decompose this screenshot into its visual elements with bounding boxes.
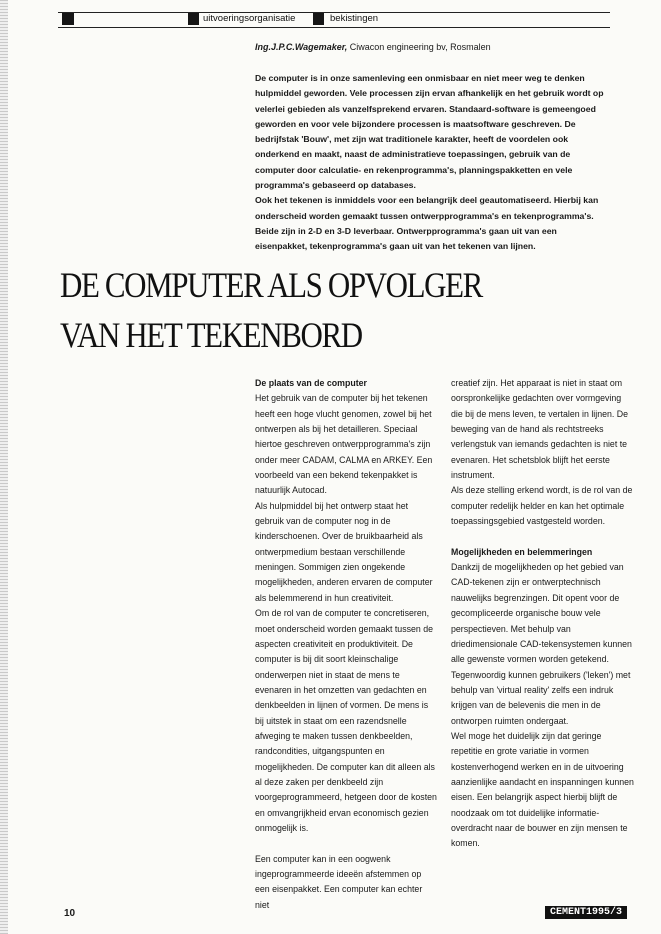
section-tag-uitvoeringsorganisatie: uitvoeringsorganisatie bbox=[203, 13, 296, 24]
page-number: 10 bbox=[64, 908, 76, 919]
author-name: Ing.J.P.C.Wagemaker, bbox=[255, 42, 348, 52]
header-marker-block bbox=[313, 13, 324, 25]
intro-paragraph: Ook het tekenen is inmiddels voor een belangrijk deel geautomatiseerd. Hierbij kan onderscheid worden gemaakt tussen ontwerpprogramma's en tekenprogramma's. Beide zijn in 2-D en 3-D leverbaar. Ontwerpprogramma's gaan uit van een eisenpakket, tekenprogramma's gaan uit van het tekenen van lijnen. bbox=[255, 195, 599, 252]
author-line bbox=[255, 42, 491, 52]
body-paragraph: Het gebruik van de computer bij het tekenen heeft een hoge vlucht genomen, zowel bij het ontwerpen als bij het detailleren. Speciaal hiertoe geschreven ontwerpprogramma's zijn onder meer CADAM, CALMA en ARKEY. Een voorbeeld van een bekend tekenpakket is natuurlijk Autocad. bbox=[255, 393, 433, 496]
body-paragraph: Om de rol van de computer te concretiseren, moet onderscheid worden gemaakt tussen de aspecten creativiteit en produktiviteit. De computer is bij dit soort kleinschalige onderwerpen niet in staat de mens te evenaren in het omzetten van gedachten en denkbeelden in lijnen of vormen. De mens is bij uitstek in staat om een razendsnelle afweging te maken tussen denkbeelden, randcondities, uitgangspunten en mogelijkheden. De computer kan dit alleen als al deze zaken per denkbeeld zijn voorgeprogrammeerd, hetgeen door de kosten en omvangrijkheid ervan economisch gezien onmogelijk is. bbox=[255, 608, 437, 833]
body-paragraph: Dankzij de mogelijkheden op het gebied van CAD-tekenen zijn er ontwerptechnisch nauwelijks begrenzingen. Dit opent voor de gecompliceerde organische bouw vele perspectieven. Met behulp van driedimensionale CAD-tekensystemen kunnen alle gewenste vormen worden getekend. Tegenwoordig kunnen gebruikers ('leken') met behulp van 'virtual reality' zelfs een indruk krijgen van de belevenis die men in de ontworpen ruimten ondergaat. bbox=[451, 562, 632, 726]
article-headline bbox=[60, 260, 482, 360]
headline-line: DE COMPUTER ALS OPVOLGER bbox=[60, 265, 482, 305]
header-marker-block bbox=[62, 13, 74, 25]
body-column-right bbox=[451, 376, 634, 852]
intro-paragraph: De computer is in onze samenleving een onmisbaar en niet meer weg te denken hulpmiddel geworden. Vele processen zijn ervan afhankelijk en het gebruik wordt op velerlei gebieden als vanzelfsprekend ervaren. Standaard-software is gemeengoed geworden en voor vele bijzondere processen is maatsoftware geschreven. De bedrijfstak 'Bouw', met zijn wat traditionele karakter, heeft de voordelen ook onderkend en maakt, naast de administratieve toepassingen, gebruik van de computer door calculatie- en rekenprogramma's, planningspakketten en vele programma's gebaseerd op databases. bbox=[255, 73, 604, 191]
body-paragraph: Als hulpmiddel bij het ontwerp staat het gebruik van de computer nog in de kinderschoenen. Over de bruikbaarheid als ontwerpmedium bestaan verschillende meningen. Sommigen zien ongekende mogelijkheden, anderen ervaren de computer als belemmerend in hun creativiteit. bbox=[255, 500, 433, 603]
body-paragraph: creatief zijn. Het apparaat is niet in staat om oorspronkelijke gedachten over vormgeving die bij de mens leven, te vertalen in lijnen. De beweging van de hand als rechtstreeks verlengstuk van iemands gedachten is niet te evenaren. Het schetsblok blijft het eerste instrument. bbox=[451, 378, 629, 481]
headline-line: VAN HET TEKENBORD bbox=[60, 315, 362, 355]
body-paragraph: Wel moge het duidelijk zijn dat geringe repetitie en grote variatie in vormen kostenverhogend werken en in de uitvoering aanzienlijke aandacht en inspanningen kunnen eisen. Een belangrijk aspect hierbij blijft de noodzaak om tot duidelijke informatie-overdracht naar de bouwer en zijn mensen te komen. bbox=[451, 730, 634, 849]
binding-edge bbox=[0, 0, 8, 934]
section-heading: De plaats van de computer bbox=[255, 378, 367, 388]
body-paragraph: Een computer kan in een oogwenk ingeprogrammeerde ideeën afstemmen op een eisenpakket. Een computer kan echter niet bbox=[255, 853, 423, 910]
header-marker-block bbox=[188, 13, 199, 25]
issue-label: CEMENT1995/3 bbox=[545, 906, 627, 919]
body-paragraph: Als deze stelling erkend wordt, is de rol van de computer redelijk helder en kan het optimale toepassingsgebied vastgesteld worden. bbox=[451, 485, 633, 527]
body-column-left bbox=[255, 376, 438, 913]
author-affiliation: Ciwacon engineering bv, Rosmalen bbox=[347, 42, 491, 52]
section-heading: Mogelijkheden en belemmeringen bbox=[451, 546, 593, 557]
section-tag-bekistingen: bekistingen bbox=[330, 13, 379, 24]
intro-text bbox=[255, 71, 610, 255]
